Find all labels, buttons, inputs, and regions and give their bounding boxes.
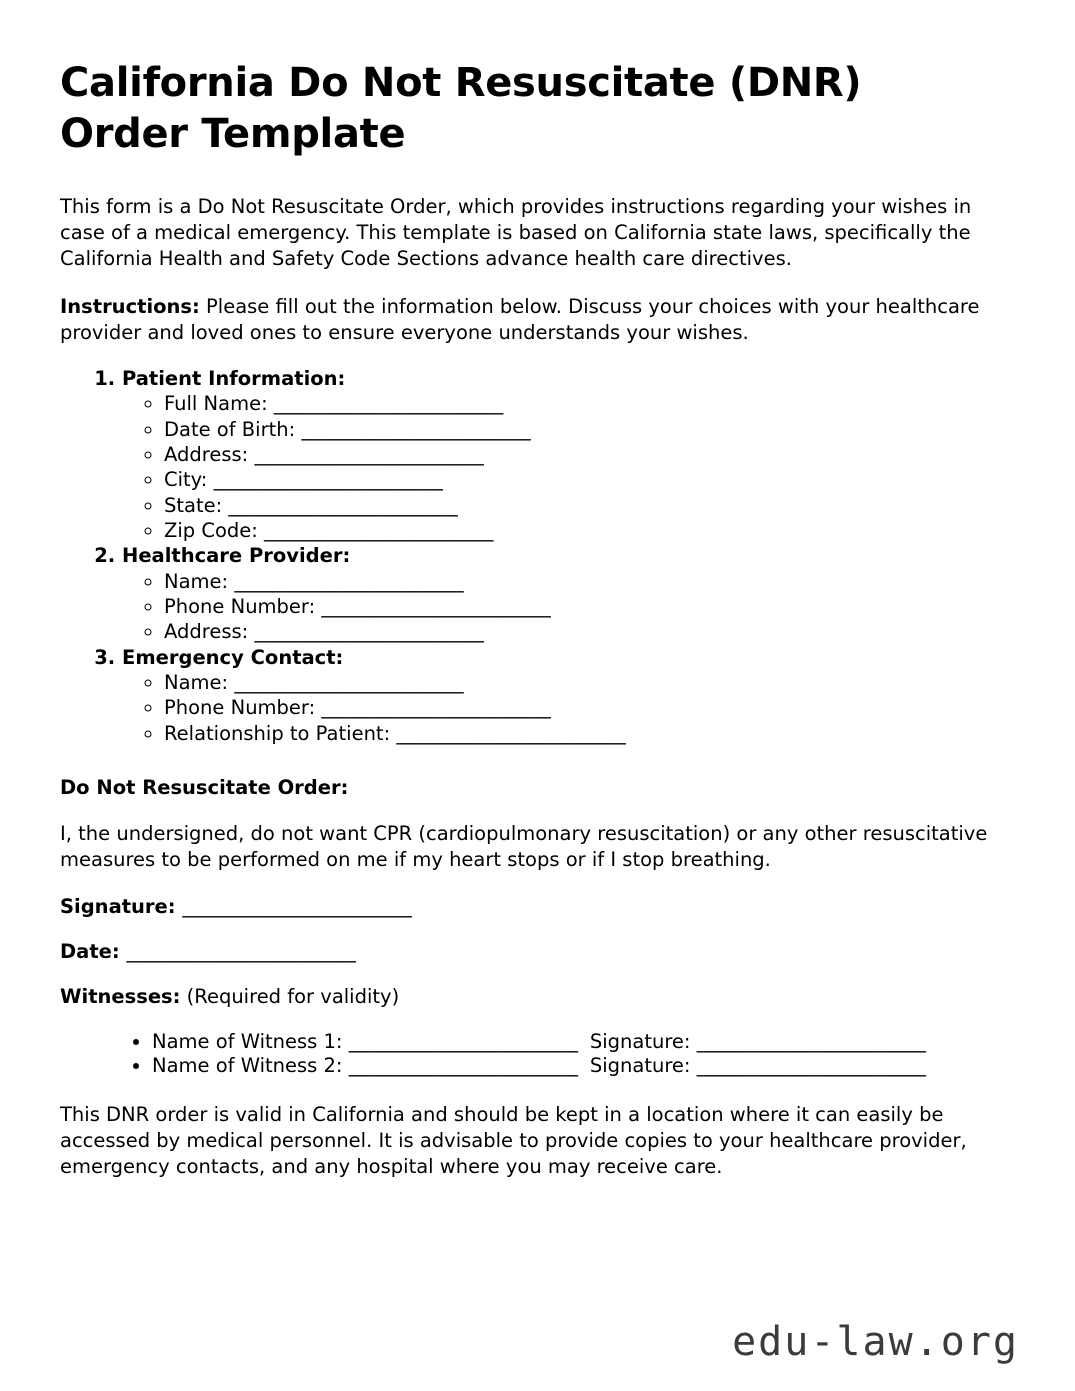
signature-label: Signature: [60, 894, 183, 918]
field-blank-line[interactable]: _________________________ [396, 721, 626, 745]
page-title: California Do Not Resuscitate (DNR) Order Template [60, 60, 862, 158]
witness-signature-blank-line[interactable]: _________________________ [696, 1054, 926, 1078]
field-label: Name: [164, 671, 235, 695]
witness-name-blank-line[interactable]: _________________________ [348, 1054, 578, 1078]
field-full-name [164, 391, 1015, 416]
field-provider-name [164, 569, 1015, 594]
witness-name-label: Name of Witness 2: [152, 1054, 349, 1078]
witnesses-note: (Required for validity) [180, 984, 400, 1008]
instructions-text: Please fill out the information below. Discuss your choices with your healthcare provider and loved ones to ensure everyone understands your wishes. [60, 295, 980, 345]
witness-row-2 [152, 1054, 1015, 1078]
witnesses-label: Witnesses: [60, 984, 181, 1008]
signature-blank-line[interactable]: _________________________ [182, 894, 412, 918]
field-provider-address [164, 619, 1015, 644]
instructions-paragraph [60, 294, 1015, 346]
section-patient-information [122, 366, 1015, 543]
field-blank-line[interactable]: _________________________ [321, 595, 551, 619]
witness-name-label: Name of Witness 1: [152, 1029, 349, 1053]
closing-paragraph: This DNR order is valid in California and should be kept in a location where it can easily be accessed by medical personnel. It is advisable to provide copies to your healthcare provider, emergency contacts, and any hospital where you may receive care. [60, 1103, 967, 1179]
field-blank-line[interactable]: _________________________ [264, 519, 493, 543]
date-blank-line[interactable]: _________________________ [126, 939, 356, 963]
field-provider-phone [164, 594, 1015, 619]
section-heading: Emergency Contact: [122, 645, 344, 669]
field-label: Zip Code: [164, 519, 265, 543]
field-emergency-relationship [164, 721, 1015, 746]
field-label: Name: [164, 569, 235, 593]
field-blank-line[interactable]: _________________________ [273, 392, 503, 416]
witness-signature-label: Signature: [577, 1029, 697, 1053]
signature-row [60, 895, 1015, 918]
field-blank-line[interactable]: _________________________ [213, 468, 443, 492]
field-state [164, 493, 1015, 518]
witness-signature-blank-line[interactable]: _________________________ [696, 1029, 926, 1053]
field-label: Address: [164, 443, 255, 467]
footer-watermark: edu-law.org [732, 1319, 1019, 1365]
field-zip-code [164, 518, 1015, 543]
field-label: Relationship to Patient: [164, 721, 397, 745]
dnr-order-heading: Do Not Resuscitate Order: [60, 776, 349, 800]
field-label: Date of Birth: [164, 417, 302, 441]
field-emergency-phone [164, 695, 1015, 720]
form-sections-list [60, 366, 1015, 746]
section-emergency-contact [122, 645, 1015, 746]
field-blank-line[interactable]: _________________________ [234, 671, 464, 695]
field-blank-line[interactable]: _________________________ [254, 443, 484, 467]
field-emergency-name [164, 670, 1015, 695]
field-label: Full Name: [164, 392, 274, 416]
emergency-fields-list [122, 670, 1015, 746]
field-label: Address: [164, 620, 255, 644]
instructions-label: Instructions: [60, 295, 200, 319]
intro-paragraph: This form is a Do Not Resuscitate Order, which provides instructions regarding your wishes in case of a medical emergency. This template is based on California state laws, specifically the California Health and Safety Code Sections advance health care directives. [60, 195, 972, 271]
field-address [164, 442, 1015, 467]
field-blank-line[interactable]: _________________________ [254, 620, 484, 644]
witnesses-row [60, 985, 1015, 1008]
field-blank-line[interactable]: _________________________ [301, 417, 531, 441]
provider-fields-list [122, 569, 1015, 645]
field-blank-line[interactable]: _________________________ [228, 493, 458, 517]
section-heading: Healthcare Provider: [122, 544, 351, 568]
section-heading: Patient Information: [122, 366, 346, 390]
field-blank-line[interactable]: _________________________ [321, 696, 551, 720]
witness-list [60, 1030, 1015, 1078]
date-row [60, 940, 1015, 963]
field-blank-line[interactable]: _________________________ [234, 569, 464, 593]
field-city [164, 467, 1015, 492]
field-label: Phone Number: [164, 595, 322, 619]
date-label: Date: [60, 939, 127, 963]
dnr-order-statement: I, the undersigned, do not want CPR (cardiopulmonary resuscitation) or any other resuscitative measures to be performed on me if my heart stops or if I stop breathing. [60, 822, 988, 872]
field-label: Phone Number: [164, 696, 322, 720]
field-label: State: [164, 493, 229, 517]
section-healthcare-provider [122, 543, 1015, 644]
field-date-of-birth [164, 417, 1015, 442]
patient-fields-list [122, 391, 1015, 543]
field-label: City: [164, 468, 214, 492]
witness-name-blank-line[interactable]: _________________________ [348, 1029, 578, 1053]
witness-signature-label: Signature: [577, 1054, 697, 1078]
witness-row-1 [152, 1030, 1015, 1054]
